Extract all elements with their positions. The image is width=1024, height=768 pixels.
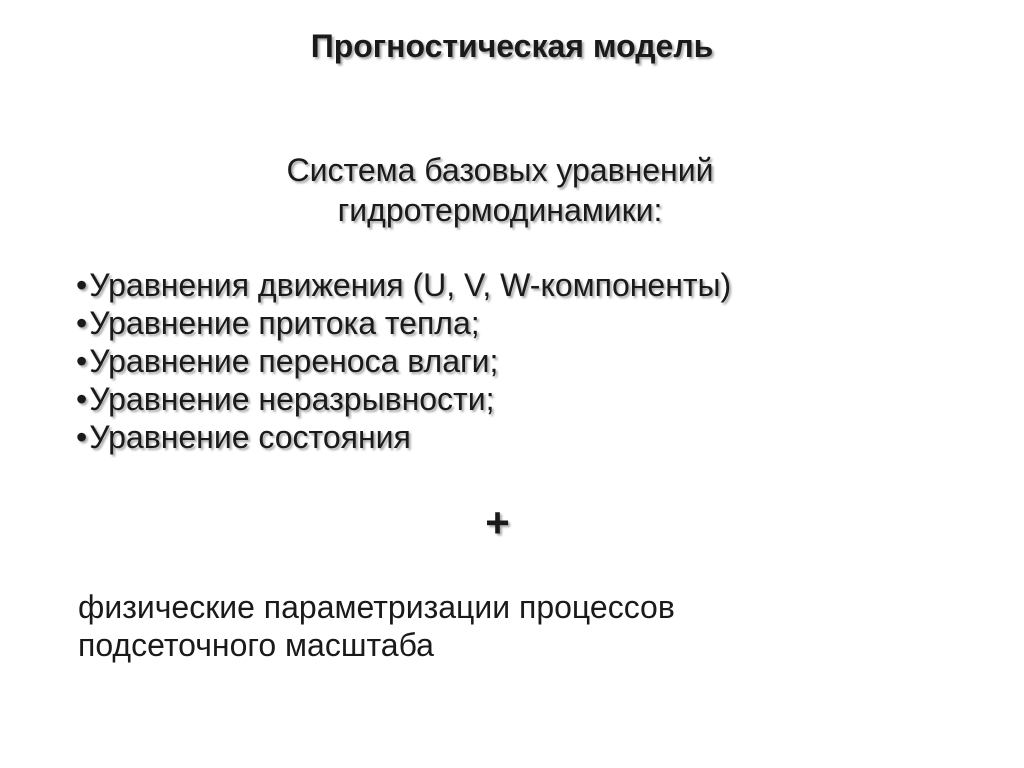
- list-item-text: Уравнение неразрывности;: [89, 381, 495, 417]
- list-item: [76, 304, 731, 342]
- list-item-text: Уравнение притока тепла;: [89, 305, 480, 341]
- bullet-icon: •: [76, 419, 88, 455]
- slide-title: Прогностическая модель: [310, 28, 714, 64]
- bullet-icon: •: [76, 381, 88, 417]
- bullet-icon: •: [76, 267, 88, 303]
- bullet-icon: •: [76, 305, 88, 341]
- list-item: [76, 266, 731, 304]
- equations-list: [76, 266, 731, 456]
- footer-text: [78, 588, 675, 664]
- footer-line-2: подсеточного масштаба: [78, 627, 434, 663]
- bullet-icon: •: [76, 343, 88, 379]
- list-item-text: Уравнение переноса влаги;: [89, 343, 499, 379]
- footer-line-1: физические параметризации процессов: [78, 589, 675, 625]
- subtitle-line-1: Система базовых уравнений: [286, 152, 714, 188]
- list-item: [76, 380, 731, 418]
- list-item-text: Уравнения движения (U, V, W-компоненты): [89, 267, 732, 303]
- list-item-text: Уравнение состояния: [89, 419, 411, 455]
- list-item: [76, 418, 731, 456]
- slide-subtitle: [0, 150, 1000, 230]
- plus-sign: +: [485, 499, 510, 546]
- list-item: [76, 342, 731, 380]
- subtitle-line-2: гидротермодинамики:: [337, 192, 663, 228]
